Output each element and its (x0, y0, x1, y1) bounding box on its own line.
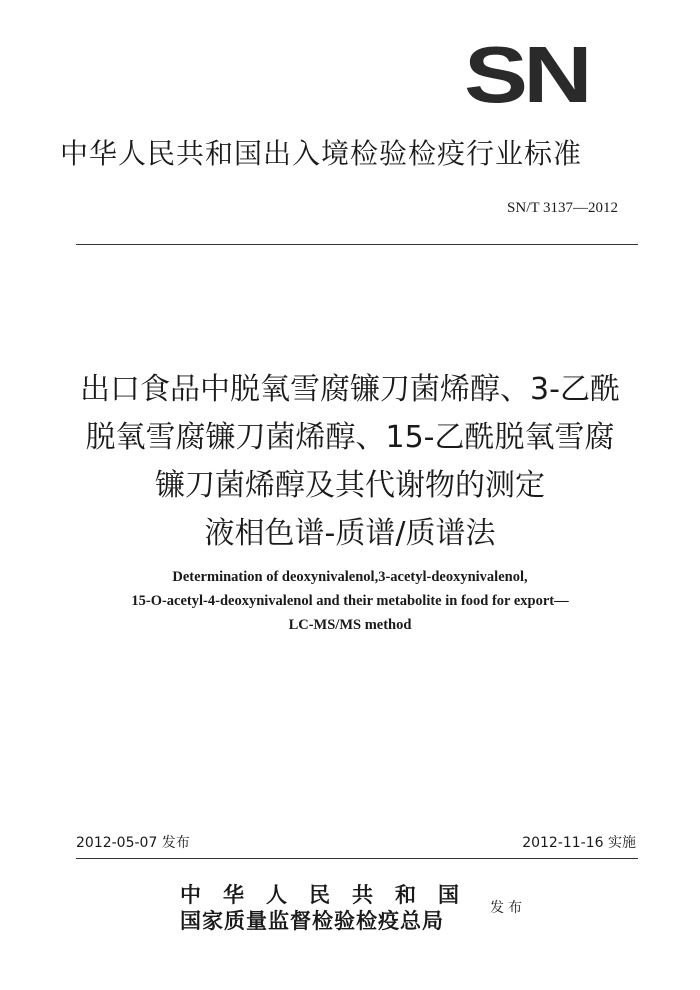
english-title (40, 565, 660, 637)
chinese-title-line-1: 出口食品中脱氧雪腐镰刀菌烯醇、3-乙酰 (80, 372, 620, 407)
chinese-title-line-2: 脱氧雪腐镰刀菌烯醇、15-乙酰脱氧雪腐 (85, 420, 615, 455)
issuer-country: 中华人民共和国 (180, 882, 481, 907)
chinese-title-line-3: 镰刀菌烯醇及其代谢物的测定 (155, 468, 545, 503)
issuing-body-header: 中华人民共和国出入境检验检疫行业标准 (60, 137, 583, 170)
publish-label: 发布 (490, 900, 526, 916)
english-title-line-2: 15-O-acetyl-4-deoxynivalenol and their metabolite in food for export— (131, 593, 569, 609)
chinese-title-line-4: 液相色谱-质谱/质谱法 (204, 516, 496, 551)
chinese-title (40, 366, 660, 558)
english-title-line-1: Determination of deoxynivalenol,3-acetyl-deoxynivalenol, (172, 569, 528, 585)
issue-date: 2012-05-07 发布 (76, 835, 190, 851)
sn-logo: SN (464, 30, 588, 119)
english-title-line-3: LC-MS/MS method (288, 617, 412, 633)
issuer-agency: 国家质量监督检验检疫总局 (180, 908, 444, 933)
standard-code: SN/T 3137—2012 (507, 200, 618, 216)
implementation-date: 2012-11-16 实施 (522, 835, 636, 851)
bottom-divider (76, 858, 638, 859)
issuer-block (180, 882, 481, 934)
top-divider (76, 244, 638, 245)
